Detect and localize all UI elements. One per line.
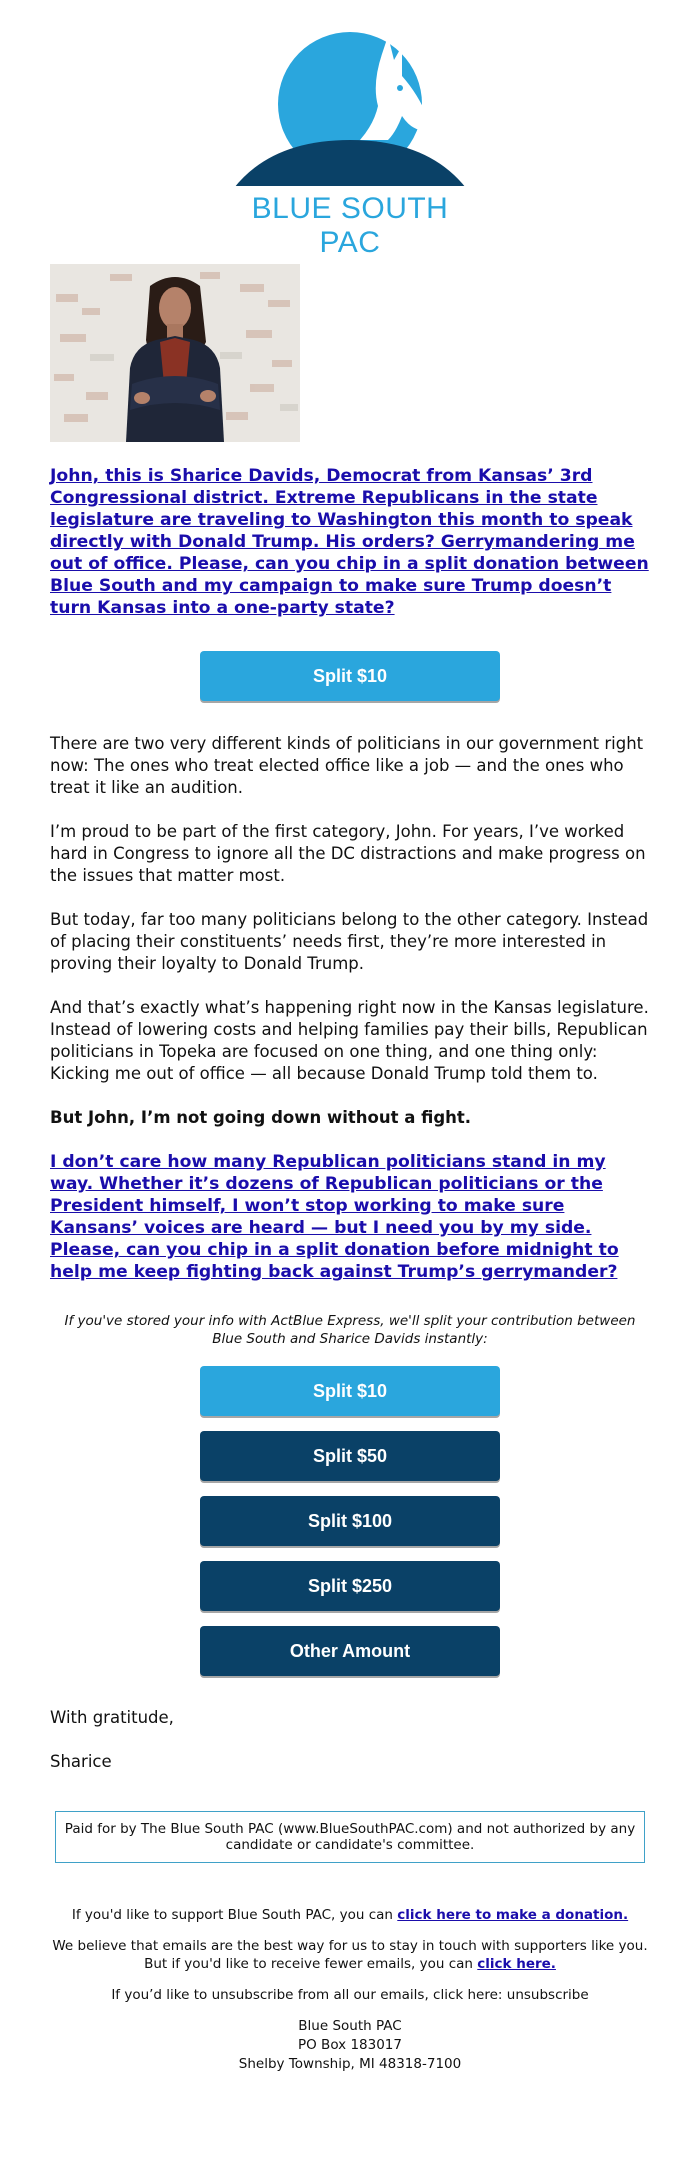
email-preferences-line bbox=[50, 1937, 650, 1973]
fewer-emails-link[interactable]: click here. bbox=[477, 1956, 556, 1972]
portrait-photo-icon bbox=[50, 264, 300, 442]
other-amount-button[interactable]: Other Amount bbox=[200, 1626, 500, 1676]
lead-donation-link[interactable]: John, this is Sharice Davids, Democrat from Kansas’ 3rd Congressional district. Extreme Republicans in the state legislature are traveling to Washington this month to speak directly with Donald Trump. His orders? Gerrymandering me out of office. Please, can you chip in a split donation between Blue South and my campaign to make sure Trump doesn’t turn Kansas into a one-party state? bbox=[50, 466, 649, 618]
actblue-express-note: If you've stored your info with ActBlue Express, we'll split your contribution between Blue South and Sharice Davids instantly: bbox=[64, 1313, 636, 1347]
body-paragraph-3: But today, far too many politicians belong to the other category. Instead of placing their constituents’ needs first, they’re more interested in proving their loyalty to Donald Trump. bbox=[50, 910, 649, 973]
split-10-top-button[interactable]: Split $10 bbox=[200, 651, 500, 701]
split-100-button[interactable]: Split $100 bbox=[200, 1496, 500, 1546]
unsubscribe-line[interactable]: If you’d like to unsubscribe from all our emails, click here: unsubscribe bbox=[111, 1987, 589, 2003]
second-donation-link[interactable]: I don’t care how many Republican politicians stand in my way. Whether it’s dozens of Republican politicians or the President himself, I won’t stop working to make sure Kansans’ voices are heard — but I need you by my side. Please, can you chip in a split donation before midnight to help me keep fighting back against Trump’s gerrymander? bbox=[50, 1152, 619, 1282]
address-city: Shelby Township, MI 48318-7100 bbox=[238, 2056, 462, 2072]
paid-for-disclaimer: Paid for by The Blue South PAC (www.BlueSouthPAC.com) and not authorized by any candidate or candidate's committee. bbox=[55, 1811, 645, 1863]
donkey-logo-icon bbox=[232, 32, 468, 192]
email-preferences-text: We believe that emails are the best way for us to stay in touch with supporters like you. But if you'd like to receive fewer emails, you can bbox=[52, 1938, 648, 1972]
support-line bbox=[50, 1906, 650, 1924]
make-donation-link[interactable]: click here to make a donation. bbox=[397, 1907, 629, 1923]
split-50-button[interactable]: Split $50 bbox=[200, 1431, 500, 1481]
signature: Sharice bbox=[50, 1752, 112, 1771]
blue-south-logo[interactable] bbox=[232, 32, 468, 259]
address-name: Blue South PAC bbox=[298, 2018, 402, 2034]
closing-line: With gratitude, bbox=[50, 1708, 174, 1727]
split-250-button[interactable]: Split $250 bbox=[200, 1561, 500, 1611]
body-paragraph-1: There are two very different kinds of politicians in our government right now: The ones who treat elected office like a job — and the ones who treat it like an audition. bbox=[50, 734, 644, 797]
support-text: If you'd like to support Blue South PAC, you can bbox=[71, 1907, 398, 1923]
candidate-photo bbox=[50, 264, 300, 442]
bold-callout: But John, I’m not going down without a fight. bbox=[50, 1108, 472, 1127]
logo-wordmark: BLUE SOUTH PAC bbox=[251, 192, 449, 259]
split-10-button[interactable]: Split $10 bbox=[200, 1366, 500, 1416]
body-paragraph-2: I’m proud to be part of the first category, John. For years, I’ve worked hard in Congress to ignore all the DC distractions and make progress on the issues that matter most. bbox=[50, 822, 646, 885]
body-paragraph-4: And that’s exactly what’s happening right now in the Kansas legislature. Instead of lowering costs and helping families pay their bills, Republican politicians in Topeka are focused on one thing, and one thing only: Kicking me out of office — all because Donald Trump told them to. bbox=[50, 998, 649, 1083]
address-po-box: PO Box 183017 bbox=[298, 2037, 402, 2053]
